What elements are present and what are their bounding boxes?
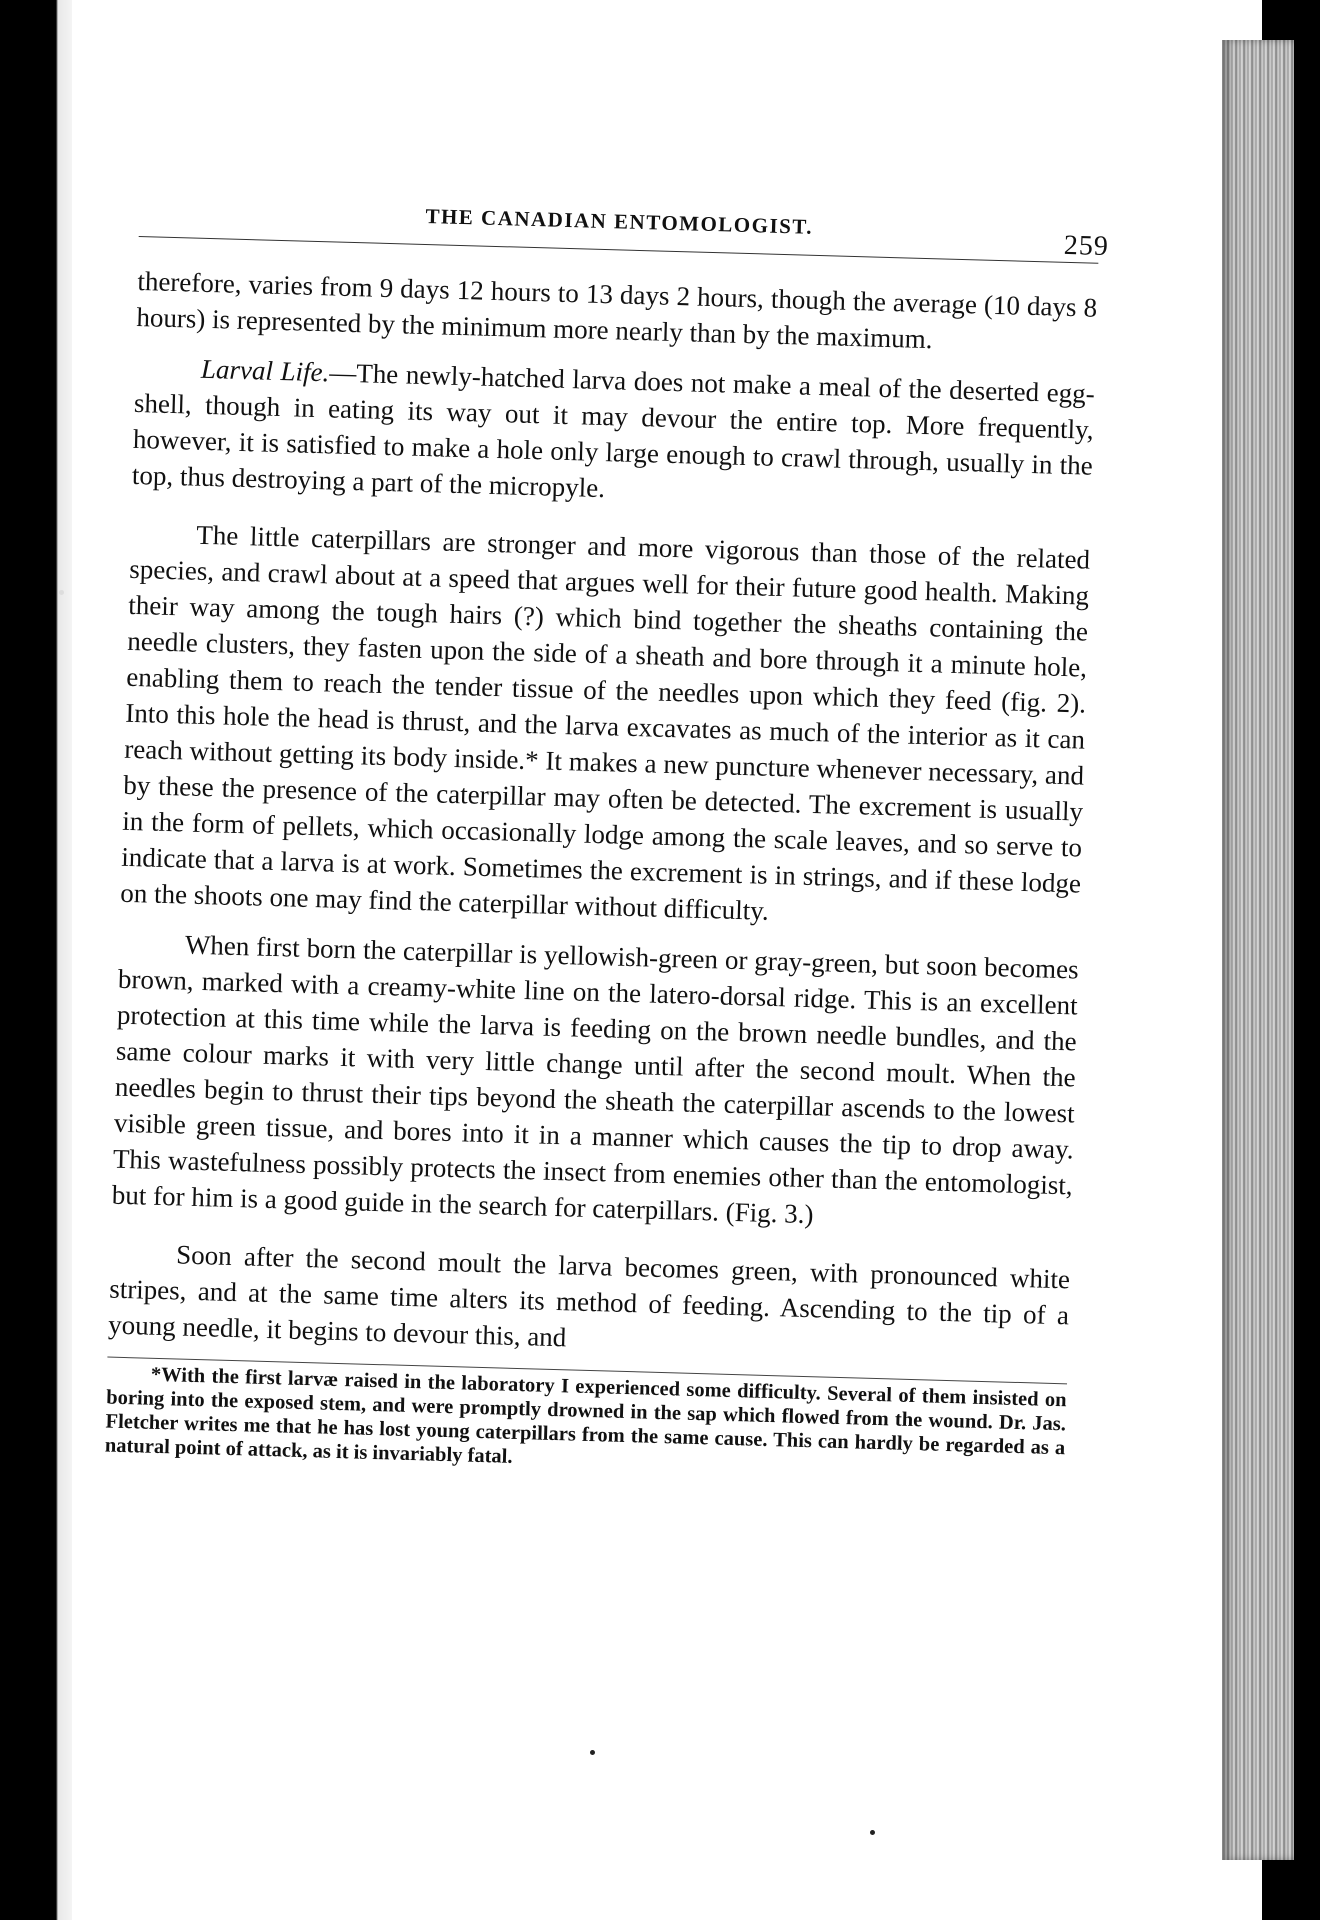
- ink-speck: [590, 1750, 595, 1755]
- running-title: THE CANADIAN ENTOMOLOGIST.: [425, 203, 814, 239]
- section-heading-larval-life: Larval Life.: [200, 353, 330, 388]
- ink-speck: [870, 1830, 875, 1835]
- paragraph-first-born: When first born the caterpillar is yellowish-green or gray-green, but soon becomes brown, marked with a creamy-white line on the latero-dorsal ridge. This is an excellent protection at this time while the larva is feeding on the brown needle bundles, and the same colour marks it with very little change until after the second moult. When the needles begin to thrust their tips beyond the sheath the caterpillar ascends to the lowest visible green tissue, and bores into it in a manner which causes the tip to drop away. This wastefulness possibly protects the insect from enemies other than the entomologist, but for him is a good guide in the search for caterpillars. (Fig. 3.): [111, 929, 1080, 1230]
- right-margin-shadow: [1294, 0, 1320, 1920]
- paragraph-incubation-end: therefore, varies from 9 days 12 hours to 13 days 2 hours, though the average (10 days 8 hours) is represented by the minimum more nearly than by the maximum.: [136, 265, 1098, 355]
- paragraph-second-moult: Soon after the second moult the larva becomes green, with pronounced white stripes, and at the same time alters its method of feeding. Ascending to the tip of a young needle, it begins to devour this, and: [107, 1239, 1071, 1353]
- footnote: *With the first larvæ raised in the laboratory I experienced some difficulty. Several of them insisted on boring into the exposed stem, and were promptly drowned in the sap which flowed from the wound. Dr. Jas. Fletcher writes me that he has lost young caterpillars from the same cause. This can hardly be regarded as a natural point of attack, as it is invariably fatal.: [104, 1363, 1067, 1468]
- page-number: 259: [1063, 229, 1110, 263]
- previous-page-edge: [0, 0, 72, 1920]
- gutter-mark: [59, 590, 64, 595]
- paragraph-larval-life: [132, 349, 1096, 520]
- paragraph-little-caterpillars: The little caterpillars are stronger and more vigorous than those of the related species, and crawl about at a speed that argues well for their future good health. Making their way among the tough hairs (?) which bind together the sheaths containing the needle clusters, they fasten upon the side of a sheath and bore through it a minute hole, enabling them to reach the tender tissue of the needles upon which they feed (fig. 2). Into this hole the head is thrust, and the larva excavates as much of the interior as it can reach without getting its body inside.* It makes a new puncture whenever necessary, and by these the presence of the caterpillar may often be detected. The excrement is usually in the form of pellets, which occasionally lodge among the scale leaves, and so serve to indicate that a larva is at work. Sometimes the excrement is in strings, and if these lodge on the shoots one may find the caterpillar without difficulty.: [119, 519, 1091, 926]
- paragraph-larval-life-text: —The newly-hatched larva does not make a meal of the deserted egg-shell, though in eating its way out it may devour the entire top. More frequently, however, it is satisfied to make a hole only large enough to crawl through, usually in the top, thus destroying a part of the micropyle.: [131, 357, 1096, 504]
- page-block-edge: [1222, 40, 1294, 1860]
- page-content: [104, 190, 1110, 1484]
